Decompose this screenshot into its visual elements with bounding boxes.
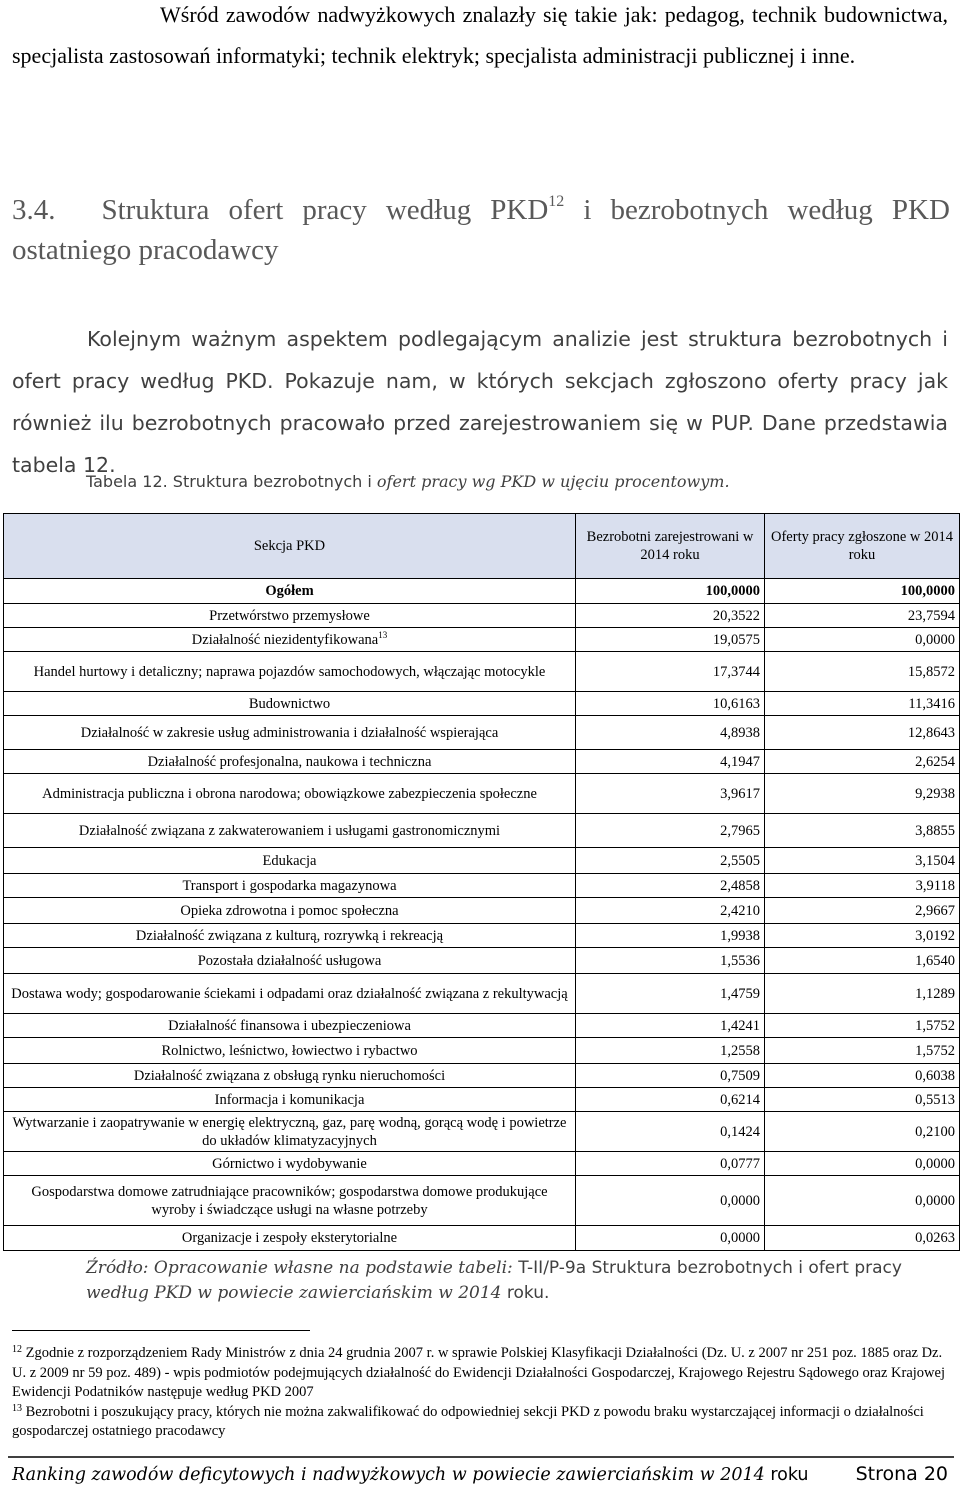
row-label-text: Górnictwo i wydobywanie [212, 1155, 367, 1172]
source-italic-2: według PKD w powiecie zawierciańskim w 2014 [86, 1283, 502, 1303]
row-unemployed: 0,0000 [576, 1176, 765, 1226]
row-offers: 11,3416 [765, 692, 960, 716]
table-row [4, 814, 960, 848]
table-row [4, 874, 960, 898]
heading-word: PKD [490, 194, 549, 226]
row-offers: 1,5752 [765, 1038, 960, 1064]
table-row [4, 1112, 960, 1152]
row-label-text: Działalność związana z zakwaterowaniem i usługami gastronomicznymi [78, 822, 501, 839]
table-row [4, 628, 960, 652]
row-label [4, 750, 576, 774]
row-label [4, 898, 576, 924]
heading-word: bezrobotnych [610, 194, 769, 226]
intro-paragraph: Wśród zawodów nadwyżkowych znalazły się takie jak: pedagog, technik budownictwa, specjalista zastosowań informatyki; technik elektryk; specjalista administracji publicznej i inne. [12, 2, 948, 68]
row-label-text: Działalność związana z obsługą rynku nieruchomości [133, 1067, 446, 1084]
footer-title-rest: roku [764, 1465, 809, 1485]
row-label [4, 774, 576, 814]
row-offers: 2,9667 [765, 898, 960, 924]
table-row [4, 692, 960, 716]
footnotes [12, 1344, 948, 1442]
section-heading [12, 190, 950, 270]
row-unemployed: 4,1947 [576, 750, 765, 774]
table-row [4, 1152, 960, 1176]
heading-word: i [583, 194, 592, 226]
source-italic: Źródło: Opracowanie własne na podstawie tabeli: [86, 1258, 519, 1278]
table-row-total [4, 579, 960, 604]
row-label-text: Działalność w zakresie usług administrowania i działalność wspierająca [80, 724, 499, 741]
total-unemployed: 100,0000 [576, 579, 765, 604]
row-label [4, 692, 576, 716]
table-row [4, 1064, 960, 1088]
row-label-text: Budownictwo [248, 695, 331, 712]
row-unemployed: 2,7965 [576, 814, 765, 848]
row-offers: 23,7594 [765, 604, 960, 628]
row-label-text: Pozostała działalność usługowa [197, 952, 382, 969]
row-unemployed: 10,6163 [576, 692, 765, 716]
row-label-text: Działalność finansowa i ubezpieczeniowa [168, 1017, 411, 1034]
row-offers: 0,0263 [765, 1226, 960, 1251]
footnote-mark: 12 [12, 1344, 22, 1355]
row-unemployed: 4,8938 [576, 716, 765, 750]
row-offers: 0,5513 [765, 1088, 960, 1112]
row-offers: 1,5752 [765, 1014, 960, 1038]
page-number: Strona 20 [855, 1463, 948, 1485]
row-label [4, 716, 576, 750]
row-offers: 3,0192 [765, 924, 960, 948]
row-label-text: Transport i gospodarka magazynowa [182, 877, 397, 894]
row-unemployed: 1,2558 [576, 1038, 765, 1064]
footnote-separator [12, 1330, 310, 1331]
row-label [4, 848, 576, 874]
row-label [4, 1112, 576, 1152]
table-row [4, 1014, 960, 1038]
row-label-text: Handel hurtowy i detaliczny; naprawa pojazdów samochodowych, włączając motocykle [33, 663, 546, 680]
table-row [4, 1176, 960, 1226]
row-offers: 0,2100 [765, 1112, 960, 1152]
row-label [4, 628, 576, 652]
header-offers: Oferty pracy zgłoszone w 2014 roku [765, 514, 960, 579]
row-label-text: Gospodarstwa domowe zatrudniające pracowników; gospodarstwa domowe produkujące wyroby i świadczące usługi na własne potrzeby [31, 1183, 548, 1218]
row-unemployed: 0,0000 [576, 1226, 765, 1251]
row-label-text: Dostawa wody; gospodarowanie ściekami i odpadami oraz działalność związana z rekultywacją [11, 985, 568, 1002]
table-caption [86, 472, 730, 491]
row-unemployed: 0,6214 [576, 1088, 765, 1112]
row-unemployed: 1,5536 [576, 948, 765, 974]
footer-title-italic: Ranking zawodów deficytowych i nadwyżkowych w powiecie zawierciańskim w 2014 [12, 1465, 765, 1485]
body-paragraph: Kolejnym ważnym aspektem podlegającym analizie jest struktura bezrobotnych i ofert pracy według PKD. Pokazuje nam, w których sekcjach zgłoszono oferty pracy jak również ilu bezrobotnych pracowało przed zarejestrowaniem się w PUP. Dane przedstawia tabela 12. [12, 327, 948, 477]
row-label-text: Rolnictwo, leśnictwo, łowiectwo i rybactwo [161, 1042, 418, 1059]
heading-word: według [385, 194, 472, 226]
heading-word: PKD [891, 194, 950, 226]
row-offers: 9,2938 [765, 774, 960, 814]
row-label [4, 814, 576, 848]
footer-separator [8, 1456, 954, 1458]
table-row [4, 604, 960, 628]
row-label [4, 1038, 576, 1064]
table-row [4, 848, 960, 874]
row-label [4, 604, 576, 628]
footnote-ref: 12 [548, 193, 565, 210]
source-normal: T-II/P-9a Struktura bezrobotnych i ofert pracy [518, 1258, 902, 1278]
table-row [4, 1226, 960, 1251]
row-unemployed: 17,3744 [576, 652, 765, 692]
table-row [4, 924, 960, 948]
row-unemployed: 1,4241 [576, 1014, 765, 1038]
row-offers: 12,8643 [765, 716, 960, 750]
footer-title [12, 1465, 809, 1485]
table-row [4, 774, 960, 814]
row-offers: 1,6540 [765, 948, 960, 974]
total-label: Ogółem [4, 579, 576, 604]
row-offers: 0,0000 [765, 1176, 960, 1226]
table-header-row [4, 514, 960, 579]
row-unemployed: 0,0777 [576, 1152, 765, 1176]
row-unemployed: 3,9617 [576, 774, 765, 814]
row-label [4, 874, 576, 898]
table-row [4, 948, 960, 974]
row-unemployed: 1,9938 [576, 924, 765, 948]
row-label [4, 924, 576, 948]
row-label-text: Działalność związana z kulturą, rozrywką i rekreacją [135, 927, 444, 944]
table-row [4, 974, 960, 1014]
row-unemployed: 0,7509 [576, 1064, 765, 1088]
heading-line2: ostatniego pracodawcy [12, 234, 279, 266]
footnote-text: Bezrobotni i poszukujący pracy, których nie można zakwalifikować do odpowiedniej sekcji PKD z powodu braku wystarczającej informacji o działalności gospodarczej ostatniego pracodawcy [12, 1403, 924, 1439]
row-label [4, 1226, 576, 1251]
row-offers: 0,0000 [765, 1152, 960, 1176]
section-number: 3.4. [12, 194, 56, 226]
row-offers: 0,6038 [765, 1064, 960, 1088]
footnote-mark: 13 [12, 1402, 22, 1414]
row-label [4, 1088, 576, 1112]
row-unemployed: 0,1424 [576, 1112, 765, 1152]
row-label-text: Opieka zdrowotna i pomoc społeczna [180, 902, 399, 919]
footnote-text: Zgodnie z rozporządzeniem Rady Ministrów z dnia 24 grudnia 2007 r. w sprawie Polskiej Klasyfikacji Działalności (Dz. U. z 2007 nr 251 poz. 1885 oraz Dz. U. z 2009 nr 59 poz. 489) - wpis podmiotów podejmujących działalność do Ewidencji Działalności Gospodarczej, Krajowego Rejestru Sądowego oraz Krajowej Ewidencji Podatników następuje według PKD 2007 [12, 1345, 945, 1400]
row-label-text: Przetwórstwo przemysłowe [209, 607, 370, 624]
source-note [86, 1256, 936, 1306]
row-label-text: Informacja i komunikacja [214, 1091, 365, 1108]
row-offers: 1,1289 [765, 974, 960, 1014]
row-label [4, 652, 576, 692]
row-unemployed: 19,0575 [576, 628, 765, 652]
row-label-text: Działalność niezidentyfikowana [191, 631, 379, 648]
table-row [4, 716, 960, 750]
total-offers: 100,0000 [765, 579, 960, 604]
row-label-text: Administracja publiczna i obrona narodowa; obowiązkowe zabezpieczenia społeczne [42, 785, 537, 802]
row-label-text: Edukacja [262, 852, 317, 869]
heading-word: ofert [228, 194, 284, 226]
heading-word: Struktura [101, 194, 210, 226]
row-label-text: Organizacje i zespoły eksterytorialne [181, 1230, 398, 1246]
heading-word: według [787, 194, 873, 226]
caption-prefix: Tabela 12. Struktura bezrobotnych i [86, 472, 377, 491]
row-unemployed: 20,3522 [576, 604, 765, 628]
row-label [4, 1064, 576, 1088]
row-label [4, 948, 576, 974]
row-offers: 3,8855 [765, 814, 960, 848]
row-unemployed: 2,4858 [576, 874, 765, 898]
header-section: Sekcja PKD [4, 514, 576, 579]
row-label [4, 1176, 576, 1226]
caption-italic: ofert pracy wg PKD w ujęciu procentowym. [376, 472, 730, 491]
heading-word: pracy [302, 194, 367, 226]
table-row [4, 1038, 960, 1064]
source-normal-2: roku. [501, 1283, 550, 1303]
row-offers: 0,0000 [765, 628, 960, 652]
row-label-text: Działalność profesjonalna, naukowa i techniczna [147, 753, 432, 770]
header-unemployed: Bezrobotni zarejestrowani w 2014 roku [576, 514, 765, 579]
row-unemployed: 1,4759 [576, 974, 765, 1014]
row-unemployed: 2,4210 [576, 898, 765, 924]
row-unemployed: 2,5505 [576, 848, 765, 874]
row-label [4, 1152, 576, 1176]
footnote-12 [12, 1344, 948, 1403]
row-offers: 3,9118 [765, 874, 960, 898]
table-row [4, 898, 960, 924]
footnote-13 [12, 1403, 948, 1442]
row-label [4, 1014, 576, 1038]
row-label [4, 974, 576, 1014]
pkd-table [3, 513, 960, 1251]
row-label-text: Wytwarzanie i zaopatrywanie w energię elektryczną, gaz, parę wodną, gorącą wodę i powietrze do układów klimatyzacyjnych [12, 1114, 567, 1149]
footnote-ref: 13 [378, 629, 388, 640]
table-row [4, 1088, 960, 1112]
table-row [4, 750, 960, 774]
row-offers: 15,8572 [765, 652, 960, 692]
row-offers: 3,1504 [765, 848, 960, 874]
row-offers: 2,6254 [765, 750, 960, 774]
table-row [4, 652, 960, 692]
